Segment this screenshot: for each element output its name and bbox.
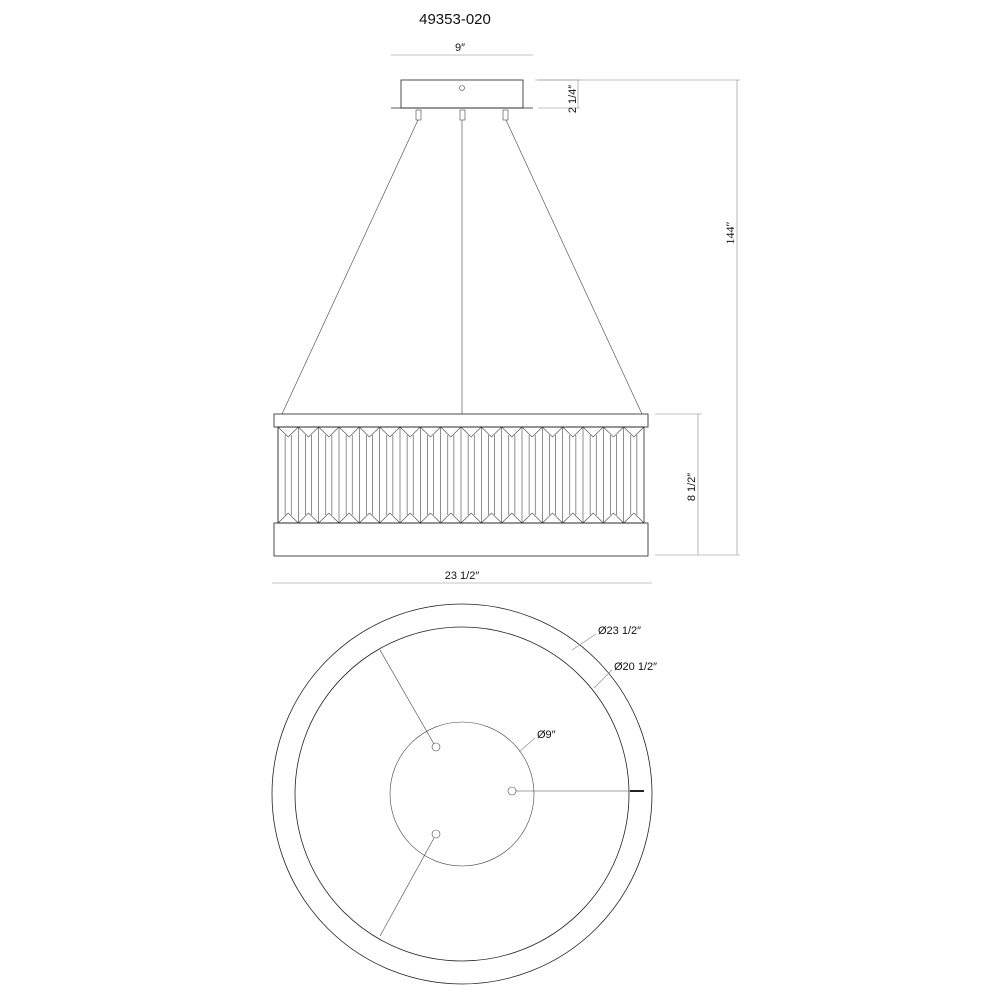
canopy-diameter-label: Ø9″ <box>537 729 556 741</box>
cable-anchor-left <box>416 110 421 120</box>
cable-anchor-center <box>460 110 465 120</box>
crystal-prism <box>583 427 603 523</box>
model-number: 49353-020 <box>419 11 491 28</box>
suspension-cable-left <box>282 120 418 414</box>
inner-diameter-leader <box>594 670 612 688</box>
plan-cable-upper <box>380 650 434 744</box>
canopy-width-label: 9″ <box>454 42 466 54</box>
outer-diameter-label: Ø23 1/2″ <box>598 625 642 637</box>
crystal-prism <box>278 427 298 523</box>
body-height-label: 8 1/2″ <box>686 472 698 502</box>
crystal-prism <box>502 427 522 523</box>
crystal-prism <box>420 427 440 523</box>
canopy-circle <box>390 722 534 866</box>
canopy-screw-lower <box>432 830 440 838</box>
inner-ring <box>295 627 629 961</box>
crystal-prism <box>298 427 318 523</box>
crystal-prism <box>441 427 461 523</box>
crystal-prism <box>461 427 481 523</box>
plan-view <box>272 604 657 984</box>
bottom-ring <box>274 523 648 556</box>
top-ring <box>274 414 648 427</box>
canopy-screw-upper <box>432 743 440 751</box>
canopy-screw <box>460 86 465 91</box>
inner-diameter-label: Ø20 1/2″ <box>614 661 658 673</box>
crystal-prism <box>563 427 583 523</box>
crystal-prism <box>319 427 339 523</box>
body-width-label: 23 1/2″ <box>444 570 480 582</box>
canopy <box>401 80 523 108</box>
canopy-height-label: 2 1/4″ <box>567 84 579 114</box>
crystal-prism <box>400 427 420 523</box>
crystal-prism <box>603 427 623 523</box>
crystal-prism <box>624 427 644 523</box>
overall-height-label: 144″ <box>723 221 737 245</box>
crystal-prism <box>481 427 501 523</box>
canopy-diameter-leader <box>519 738 535 752</box>
outer-ring <box>272 604 652 984</box>
cable-anchor-right <box>503 110 508 120</box>
crystal-prism <box>359 427 379 523</box>
canopy-screw-right <box>508 787 516 795</box>
crystal-prism <box>339 427 359 523</box>
plan-cable-lower <box>380 838 434 936</box>
crystal-band <box>278 427 644 523</box>
crystal-prism <box>380 427 400 523</box>
crystal-prism <box>522 427 542 523</box>
elevation-view <box>272 42 740 583</box>
suspension-cable-right <box>506 120 642 414</box>
crystal-prism <box>542 427 562 523</box>
